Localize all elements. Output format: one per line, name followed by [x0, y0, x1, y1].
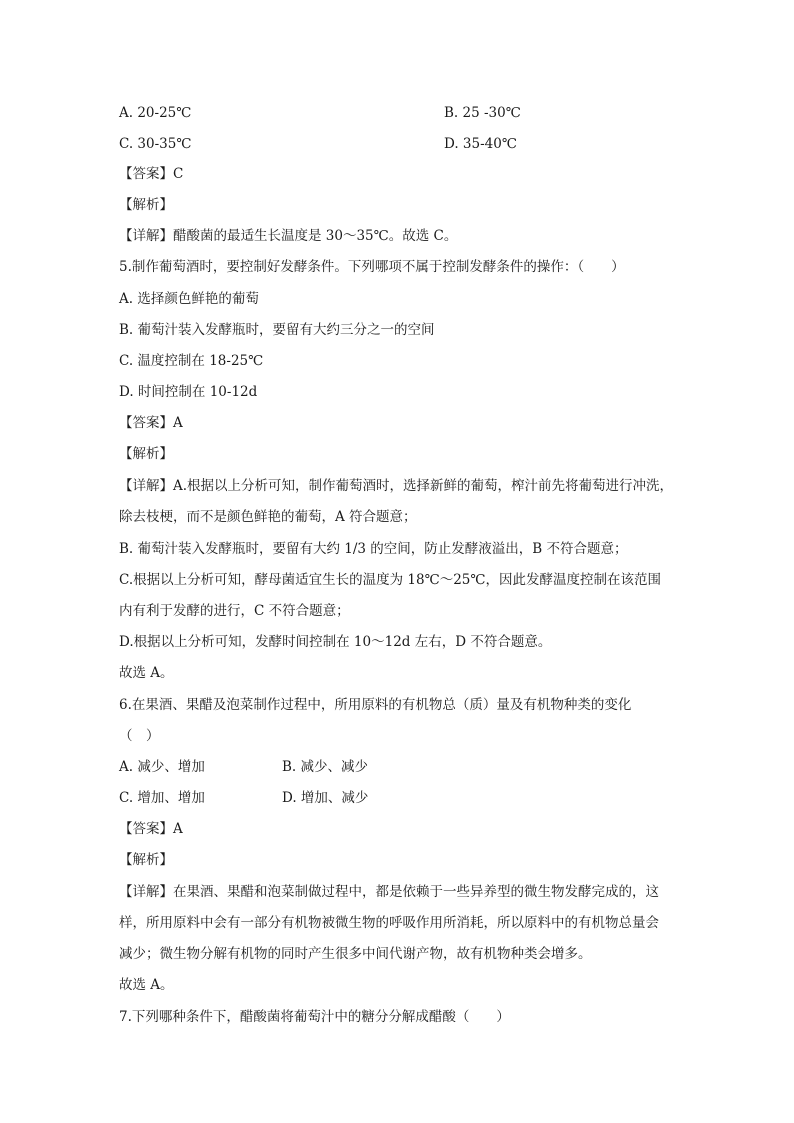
q6-analysis-label: 【解析】	[119, 852, 173, 868]
q5-option-d: D. 时间控制在 10-12d	[119, 384, 258, 400]
q6-detail-line-3: 减少；微生物分解有机物的同时产生很多中间代谢产物，故有机物种类会增多。	[119, 946, 592, 962]
q6-option-c: C. 增加、增加	[119, 790, 205, 806]
q4-option-c: C. 30-35℃	[119, 136, 192, 152]
q4-option-d: D. 35-40℃	[444, 136, 517, 152]
q6-detail-line-1: 【详解】在果酒、果醋和泡菜制做过程中，都是依赖于一些异养型的微生物发酵完成的，这	[119, 884, 659, 900]
q5-detail-line-2: 除去枝梗，而不是颜色鲜艳的葡萄，A 符合题意；	[119, 509, 417, 525]
q6-option-d: D. 增加、减少	[282, 790, 369, 806]
q6-option-b: B. 减少、减少	[282, 759, 369, 775]
q4-option-a: A. 20-25℃	[119, 105, 192, 121]
q5-detail-line-5: 内有利于发酵的进行，C 不符合题意；	[119, 603, 350, 619]
q5-detail-line-4: C.根据以上分析可知，酵母菌适宜生长的温度为 18℃～25℃，因此发酵温度控制在该范围	[119, 572, 661, 588]
q5-option-a: A. 选择颜色鲜艳的葡萄	[119, 291, 259, 307]
q6-answer: 【答案】A	[119, 821, 183, 837]
q5-detail-line-1: 【详解】A.根据以上分析可知，制作葡萄酒时，选择新鲜的葡萄，榨汁前先将葡萄进行冲洗，	[119, 478, 674, 494]
q5-detail-line-3: B. 葡萄汁装入发酵瓶时，要留有大约 1/3 的空间，防止发酵液溢出，B 不符合题意；	[119, 541, 628, 557]
q6-stem-line-1: 6.在果酒、果醋及泡菜制作过程中，所用原料的有机物总（质）量及有机物种类的变化	[119, 697, 632, 713]
q5-conclusion: 故选 A。	[119, 665, 174, 681]
q5-option-b: B. 葡萄汁装入发酵瓶时，要留有大约三分之一的空间	[119, 322, 435, 338]
q4-option-b: B. 25 -30℃	[444, 105, 521, 121]
q6-stem-line-2: （ ）	[119, 728, 160, 744]
q5-detail-line-6: D.根据以上分析可知，发酵时间控制在 10～12d 左右，D 不符合题意。	[119, 634, 552, 650]
q5-stem: 5.制作葡萄酒时，要控制好发酵条件。下列哪项不属于控制发酵条件的操作：（ ）	[119, 259, 625, 275]
q7-stem: 7.下列哪种条件下，醋酸菌将葡萄汁中的糖分分解成醋酸（ ）	[119, 1009, 510, 1025]
q6-option-a: A. 减少、增加	[119, 759, 205, 775]
q5-analysis-label: 【解析】	[119, 446, 173, 462]
q5-option-c: C. 温度控制在 18-25℃	[119, 353, 264, 369]
q6-detail-line-2: 样，所用原料中会有一部分有机物被微生物的呼吸作用所消耗，所以原料中的有机物总量会	[119, 915, 659, 931]
q6-conclusion: 故选 A。	[119, 977, 174, 993]
q4-answer: 【答案】C	[119, 166, 184, 182]
q4-analysis-label: 【解析】	[119, 197, 173, 213]
q4-detail: 【详解】醋酸菌的最适生长温度是 30～35℃。故选 C。	[119, 228, 458, 244]
q5-answer: 【答案】A	[119, 415, 183, 431]
